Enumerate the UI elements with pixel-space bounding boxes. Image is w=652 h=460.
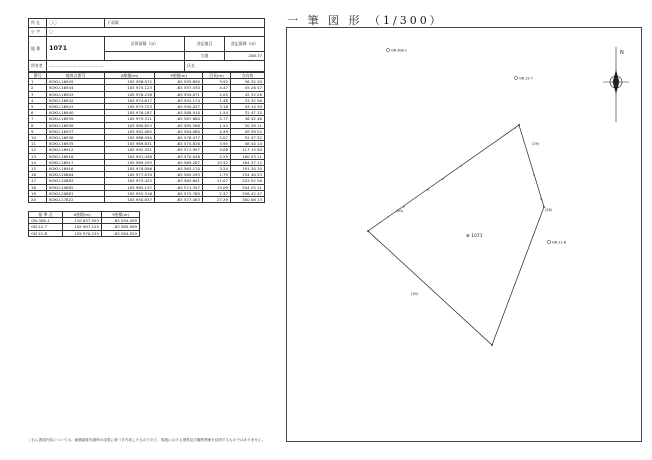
row-no: 11 — [29, 141, 47, 147]
row-length: 3.18 — [203, 104, 231, 110]
row-x: 105 974.617 — [105, 97, 155, 103]
segment-label: (28) — [545, 208, 552, 212]
row-y: -65 585.566 — [155, 122, 203, 128]
row-y: -65 577.463 — [155, 197, 203, 203]
row-bearing: 52 47 52 — [231, 135, 265, 141]
location-extra: 下須賀 — [105, 19, 265, 28]
row-point-id: KOKU-16918 — [47, 153, 105, 159]
row-y: -65 595.895 — [155, 79, 203, 85]
row-x: 105 982.085 — [105, 128, 155, 134]
row-bearing: 258 42 47 — [231, 190, 265, 196]
svg-text:N: N — [620, 50, 624, 56]
row-bearing: 50 39 11 — [231, 122, 265, 128]
row-point-id: KOKU-20881 — [47, 190, 105, 196]
row-length: 5.77 — [203, 116, 231, 122]
row-x: 105 956.972 — [105, 79, 155, 85]
bm-col-name: 基 準 点 — [29, 212, 63, 218]
row-length: 1.54 — [203, 122, 231, 128]
row-no: 4 — [29, 97, 47, 103]
row-no: 12 — [29, 147, 47, 153]
row-no: 1 — [29, 79, 47, 85]
table-row — [29, 230, 140, 236]
row-point-id: KOKU-16942 — [47, 97, 105, 103]
col-point-id: 境界点番号 — [47, 73, 105, 79]
row-point-id: KOKU-16945 — [47, 79, 105, 85]
owner-label: 所有者 — [29, 61, 47, 72]
row-point-id: KOKU-16944 — [47, 85, 105, 91]
reg-area-label: 登記面積（㎡） — [225, 37, 265, 52]
row-x: 105 955.316 — [105, 190, 155, 196]
row-y: -65 565.293 — [155, 172, 203, 178]
row-point-id: KOKU-16936 — [47, 135, 105, 141]
row-y: -65 584.080 — [155, 128, 203, 134]
calc-area-label: 計算面積（㎡） — [105, 37, 185, 52]
row-x: 105 976.238 — [105, 91, 155, 97]
benchmark-icon — [547, 240, 550, 243]
row-bearing: 203 52 26 — [231, 178, 265, 184]
row-y: -65 575.760 — [155, 190, 203, 196]
row-bearing: 117 15 00 — [231, 147, 265, 153]
row-point-id: KOKU-16940 — [47, 110, 105, 116]
benchmark-table — [28, 211, 140, 237]
row-bearing: 49 39 52 — [231, 128, 265, 134]
row-no: 19 — [29, 190, 47, 196]
benchmark-label: GN 21-8 — [552, 240, 566, 245]
lot-number: 1071 — [47, 37, 105, 61]
row-x: 105 977.070 — [105, 172, 155, 178]
col-length: 辺長(m) — [203, 73, 231, 79]
row-bearing: 42 32 28 — [231, 91, 265, 97]
row-no: 6 — [29, 110, 47, 116]
row-point-id: KOKU-16943 — [47, 91, 105, 97]
row-bearing: 33 32 56 — [231, 97, 265, 103]
row-bearing: 160 33 11 — [231, 153, 265, 159]
row-no: 9 — [29, 128, 47, 134]
calc-area-value — [105, 52, 185, 61]
bm-x: 110 057.593 — [63, 218, 102, 224]
row-length: 4.49 — [203, 128, 231, 134]
reg-category-value: 宅地 — [185, 52, 225, 61]
lot-label: 地 番 — [29, 37, 47, 61]
segment-label: (30) — [396, 209, 403, 213]
benchmark-marks — [386, 48, 566, 244]
row-no: 18 — [29, 184, 47, 190]
segment-label: (29) — [532, 142, 539, 146]
row-y: -65 592.174 — [155, 97, 203, 103]
row-y: -65 590.037 — [155, 104, 203, 110]
row-y: -65 571.357 — [155, 184, 203, 190]
row-point-id: KOKU-16912 — [47, 147, 105, 153]
row-point-id: KOKU-16935 — [47, 141, 105, 147]
row-length: 15.09 — [203, 184, 231, 190]
row-no: 3 — [29, 91, 47, 97]
row-no: 15 — [29, 166, 47, 172]
owner-name-label: 氏名 — [185, 61, 265, 72]
row-length: 1.79 — [203, 172, 231, 178]
row-y: -65 565.170 — [155, 166, 203, 172]
row-y: -65 569.287 — [155, 159, 203, 165]
row-no: 20 — [29, 197, 47, 203]
table-row — [29, 224, 140, 230]
location-label: 所 在 — [29, 19, 47, 28]
row-x: 105 950.837 — [105, 197, 155, 203]
row-length: 3.95 — [203, 141, 231, 147]
bm-col-x: X座標(m) — [63, 212, 102, 218]
row-bearing: 45 26 47 — [231, 85, 265, 91]
figure-title: 一 筆 図 形 （1/300） — [287, 14, 444, 27]
row-x: 105 992.351 — [105, 147, 155, 153]
row-bearing: 154 40 53 — [231, 172, 265, 178]
bm-y: -65 565.909 — [102, 224, 140, 230]
row-length: 3.24 — [203, 166, 231, 172]
row-no: 14 — [29, 159, 47, 165]
bm-name: GN-308-1 — [29, 218, 63, 224]
row-no: 8 — [29, 122, 47, 128]
row-x: 105 978.096 — [105, 166, 155, 172]
parcel-plan — [286, 27, 642, 442]
row-x: 105 973.723 — [105, 104, 155, 110]
col-bearing: 方向角 — [231, 73, 265, 79]
row-y: -65 597.530 — [155, 85, 203, 91]
table-row — [29, 197, 265, 203]
owner-value: …………………………………… — [47, 61, 185, 72]
row-point-id: KOKU-16939 — [47, 116, 105, 122]
bm-y: -65 594.459 — [102, 218, 140, 224]
north-arrow-icon — [603, 47, 629, 122]
row-bearing: 56 32 20 — [231, 79, 265, 85]
segment-label: (30) — [411, 292, 418, 296]
row-length: 27.39 — [203, 197, 231, 203]
row-y: -65 587.880 — [155, 116, 203, 122]
location-value: 〇〇 — [47, 19, 105, 28]
row-x: 105 975.425 — [105, 178, 155, 184]
row-x: 105 965.157 — [105, 184, 155, 190]
disclaimer-note: これら図面内容については、地籍調査実施時の成果に基づき作成したものであり、現地における境界及び権利関係を証明するものではありません。 — [28, 438, 266, 442]
row-bearing: 36 42 46 — [231, 116, 265, 122]
row-x: 105 988.590 — [105, 135, 155, 141]
row-y: -65 575.826 — [155, 141, 203, 147]
parcel-boundary — [368, 125, 544, 345]
table-row — [29, 218, 140, 224]
row-length: 3.06 — [203, 147, 231, 153]
row-x: 105 989.831 — [105, 141, 155, 147]
row-no: 2 — [29, 85, 47, 91]
row-point-id: KOKU-20883 — [47, 178, 105, 184]
row-no: 16 — [29, 172, 47, 178]
row-y: -65 576.477 — [155, 135, 203, 141]
row-bearing: 164 37 12 — [231, 159, 265, 165]
lot-info-panel — [28, 18, 264, 203]
row-length: 2.37 — [203, 190, 231, 196]
benchmark-label: GN 308-1 — [391, 48, 408, 53]
row-x: 105 976.187 — [105, 110, 155, 116]
bm-y: -65 564.920 — [102, 230, 140, 236]
row-point-id: KOKU-16937 — [47, 128, 105, 134]
bm-name: GN 21-8 — [29, 230, 63, 236]
row-length: 3.92 — [203, 79, 231, 85]
row-no: 17 — [29, 178, 47, 184]
reg-category-label: 登記地目 — [185, 37, 225, 52]
row-point-id: KOKU-17822 — [47, 197, 105, 203]
row-x: 105 980.823 — [105, 122, 155, 128]
boundary-point-marks — [367, 124, 545, 346]
row-length: 2.05 — [203, 91, 231, 97]
row-y: -65 570.046 — [155, 153, 203, 159]
bm-x: 105 970.225 — [63, 230, 102, 236]
row-length: 2.29 — [203, 153, 231, 159]
row-bearing: 300 06 13 — [231, 197, 265, 203]
row-no: 13 — [29, 153, 47, 159]
col-no: 番号 — [29, 73, 47, 79]
lot-header-table — [28, 18, 265, 72]
row-length: 4.47 — [203, 85, 231, 91]
row-point-id: KOKU-16916 — [47, 166, 105, 172]
reg-area-value: 208.77 — [225, 52, 265, 61]
row-bearing: 191 30 10 — [231, 166, 265, 172]
row-y: -65 565.641 — [155, 178, 203, 184]
row-y: -65 571.957 — [155, 147, 203, 153]
row-no: 5 — [29, 104, 47, 110]
row-length: 1.48 — [203, 97, 231, 103]
boundary-points-table — [28, 72, 265, 203]
bm-name: GN 22-7 — [29, 224, 63, 230]
row-bearing: 48 44 14 — [231, 141, 265, 147]
row-no: 7 — [29, 116, 47, 122]
benchmark-icon — [514, 76, 517, 79]
row-point-id: KOKU-16941 — [47, 104, 105, 110]
row-no: 10 — [29, 135, 47, 141]
row-bearing: 43 14 30 — [231, 104, 265, 110]
col-y: Y座標(m) — [155, 73, 203, 79]
row-point-id: KOKU-16938 — [47, 122, 105, 128]
row-bearing: 32 47 12 — [231, 110, 265, 116]
row-point-id: KOKU-16917 — [47, 159, 105, 165]
aza-label: 小 字 — [29, 28, 47, 37]
row-x: 105 991.448 — [105, 153, 155, 159]
aza-value: 〇 — [47, 28, 265, 37]
row-length: 1.54 — [203, 110, 231, 116]
plan-lot-label: ⊕ 1071 — [466, 234, 483, 239]
row-point-id: KOKU-20884 — [47, 172, 105, 178]
bm-x: 105 997.155 — [63, 224, 102, 230]
bm-col-y: Y座標(m) — [102, 212, 140, 218]
row-x: 105 979.311 — [105, 116, 155, 122]
benchmark-label: GN 22-7 — [519, 76, 533, 81]
row-x: 105 989.293 — [105, 159, 155, 165]
row-point-id: KOKU-20882 — [47, 184, 105, 190]
row-x: 105 975.123 — [105, 85, 155, 91]
row-length: 11.07 — [203, 178, 231, 184]
row-bearing: 204 25 11 — [231, 184, 265, 190]
col-x: X座標(m) — [105, 73, 155, 79]
row-length: 15.52 — [203, 159, 231, 165]
row-length: 2.07 — [203, 135, 231, 141]
row-y: -65 594.071 — [155, 91, 203, 97]
benchmark-icon — [386, 48, 389, 51]
row-y: -65 588.910 — [155, 110, 203, 116]
